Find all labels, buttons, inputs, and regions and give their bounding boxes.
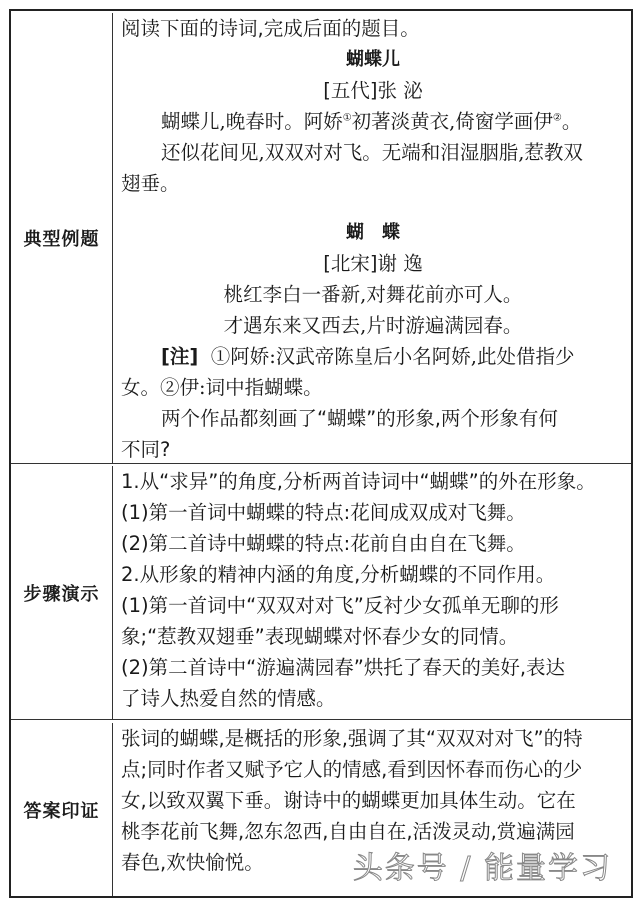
step-line: 1.从“求异”的角度,分析两首诗词中“蝴蝶”的外在形象。 (121, 470, 596, 493)
step-line: (1)第一首词中蝴蝶的特点:花间成双成对飞舞。 (121, 501, 526, 524)
poem1-text: 。 (561, 110, 582, 133)
row-typical-example (11, 11, 631, 463)
steps-content (113, 466, 631, 719)
step-line: (2)第二首诗中蝴蝶的特点:花前自由自在飞舞。 (121, 532, 526, 555)
intro-text: 阅读下面的诗词,完成后面的题目。 (121, 17, 420, 40)
poem1-text: 初著淡黄衣,倚窗学画伊 (351, 110, 553, 133)
watermark: 头条号 / 能量学习 (352, 851, 612, 886)
footnote-ref: ② (552, 112, 562, 124)
answer-line: 张词的蝴蝶,是概括的形象,强调了其“双双对对飞”的特 (121, 727, 583, 750)
notes-label: [注] (161, 345, 199, 368)
step-line: 2.从形象的精神内涵的角度,分析蝴蝶的不同作用。 (121, 563, 556, 586)
row-label: 步骤演示 (11, 466, 113, 719)
step-line: 了诗人热爱自然的情感。 (121, 687, 336, 710)
row-label: 答案印证 (11, 723, 113, 896)
question-line: 两个作品都刻画了“蝴蝶”的形象,两个形象有何 (161, 407, 558, 430)
poem1-line: 还似花间见,双双对对飞。无端和泪湿胭脂,惹教双 (161, 141, 583, 164)
notes-line (121, 341, 625, 372)
answer-line: 春色,欢快愉悦。 (121, 851, 264, 874)
poem2-author: [北宋]谢 逸 (323, 252, 423, 275)
example-table (9, 9, 633, 898)
step-line: (2)第二首诗中“游遍满园春”烘托了春天的美好,表达 (121, 656, 566, 679)
notes-line: 女。②伊:词中指蝴蝶。 (121, 376, 323, 399)
answer-line: 点;同时作者又赋予它人的情感,看到因怀春而伤心的少 (121, 758, 583, 781)
question-content (113, 13, 631, 463)
poem1-text: 蝴蝶儿,晚春时。阿娇 (161, 110, 343, 133)
poem2-line: 桃红李白一番新,对舞花前亦可人。 (223, 283, 523, 306)
poem2-line: 才遇东来又西去,片时游遍满园春。 (223, 314, 523, 337)
answer-line: 桃李花前飞舞,忽东忽西,自由自在,活泼灵动,赏遍满园 (121, 820, 575, 843)
poem1-line (121, 106, 625, 137)
step-line: (1)第一首词中“双双对对飞”反衬少女孤单无聊的形 (121, 594, 559, 617)
row-steps-demo (11, 463, 631, 719)
poem1-line: 翅垂。 (121, 172, 180, 195)
row-label: 典型例题 (11, 13, 113, 463)
poem1-title: 蝴蝶儿 (346, 49, 400, 70)
question-line: 不同? (121, 438, 171, 461)
notes-text: ①阿娇:汉武帝陈皇后小名阿娇,此处借指少 (210, 345, 575, 368)
answer-line: 女,以致双翼下垂。谢诗中的蝴蝶更加具体生动。它在 (121, 789, 576, 812)
poem1-author: [五代]张 泌 (323, 79, 423, 102)
footnote-ref: ① (342, 112, 352, 124)
poem2-title: 蝴 蝶 (346, 222, 400, 243)
step-line: 象;“惹教双翅垂”表现蝴蝶对怀春少女的同情。 (121, 625, 519, 648)
